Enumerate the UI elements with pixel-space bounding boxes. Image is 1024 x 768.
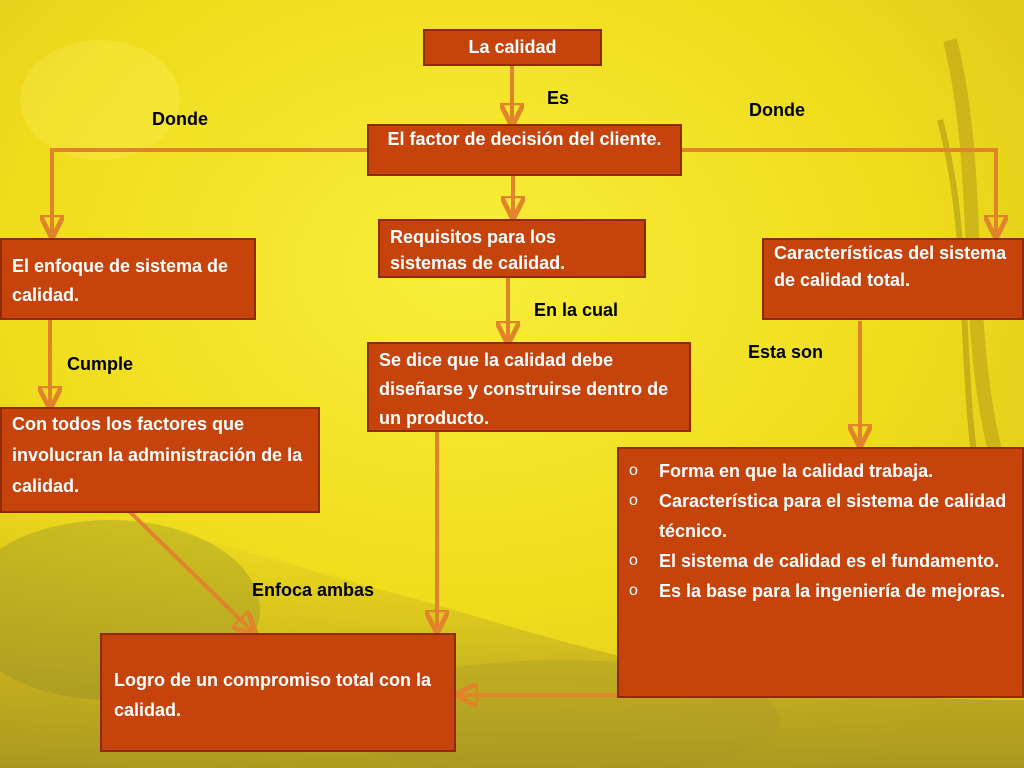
label-enfoca-ambas: Enfoca ambas: [252, 580, 375, 600]
list-item: o Forma en que la calidad trabaja.: [619, 456, 1012, 486]
label-es: Es: [547, 88, 570, 108]
arrow-customer-factor-to-system-approach: [52, 150, 368, 234]
features-list-box: [617, 447, 1024, 698]
node-caracteristicas-calidad-total: Características del sistema de calidad total.: [762, 238, 1024, 320]
node-factores-administracion: Con todos los factores que involucran la administración de la calidad.: [0, 407, 320, 513]
bullet-marker: o: [629, 462, 638, 479]
label-cumple: Cumple: [67, 354, 134, 374]
label-esta-son: Esta son: [748, 342, 824, 362]
features-list: [619, 456, 1012, 606]
node-factor-decision-cliente: El factor de decisión del cliente.: [367, 124, 682, 176]
list-item: o El sistema de calidad es el fundamento.: [619, 546, 1012, 576]
node-requisitos-sistemas-calidad: Requisitos para los sistemas de calidad.: [378, 219, 646, 278]
arrow-all-factors-to-commitment: [130, 512, 253, 632]
list-item: o Característica para el sistema de calidad técnico.: [619, 486, 1012, 546]
node-la-calidad: La calidad: [423, 29, 602, 66]
bullet-marker: o: [629, 582, 638, 599]
label-en-la-cual: En la cual: [534, 300, 619, 320]
node-calidad-disenarse: Se dice que la calidad debe diseñarse y construirse dentro de un producto.: [367, 342, 691, 432]
label-donde-right: Donde: [749, 100, 805, 120]
node-enfoque-sistema-calidad: El enfoque de sistema de calidad.: [0, 238, 256, 320]
bullet-marker: o: [629, 552, 638, 569]
arrow-customer-factor-to-total-quality: [681, 150, 996, 234]
list-item: o Es la base para la ingeniería de mejoras.: [619, 576, 1012, 606]
label-donde-left: Donde: [152, 109, 208, 129]
bullet-marker: o: [629, 492, 638, 509]
node-compromiso-total: Logro de un compromiso total con la calidad.: [100, 633, 456, 752]
